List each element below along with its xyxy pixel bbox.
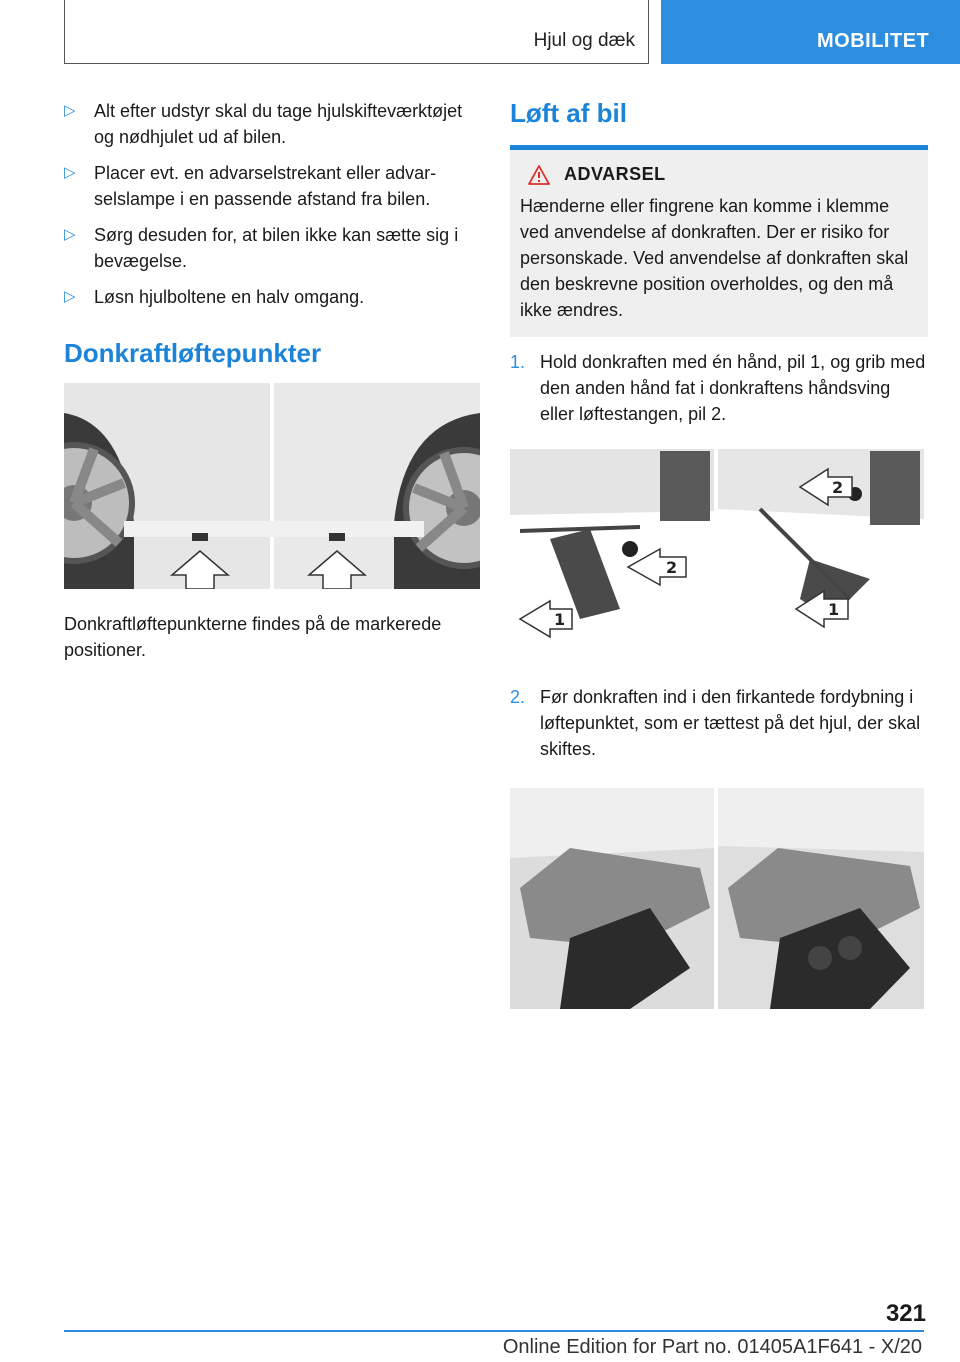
list-item <box>64 222 480 274</box>
arrow-label: 1 <box>554 610 566 629</box>
figure-caption: Donkraftløftepunkterne findes på de markerede positioner. <box>64 614 442 660</box>
list-item <box>64 98 480 150</box>
triangle-bullet-icon: ▷ <box>64 164 76 181</box>
section-heading-lift-car: Løft af bil <box>510 98 627 128</box>
warning-icon <box>528 165 550 185</box>
list-item-text: Alt efter udstyr skal du tage hjulskifteværktøjet og nødhjulet ud af bilen. <box>94 101 463 147</box>
chapter-tab[interactable]: MOBILITET <box>661 0 960 64</box>
jack-insertion-image <box>510 788 924 1009</box>
jack-points-image <box>64 383 480 589</box>
page-number: 321 <box>885 1300 926 1327</box>
warning-title: ADVARSEL <box>564 164 666 184</box>
warning-text: Hænderne eller fingrene kan komme i klemme ved anvendelse af donkraften. Der er risiko for personskade. Ved anvendelse af donkraften skal den beskrevne position overholdes, og den må ikke ændres. <box>520 196 909 320</box>
left-column <box>64 98 480 663</box>
arrow-label: 1 <box>828 600 840 619</box>
warning-title-row <box>528 164 920 185</box>
arrow-label: 2 <box>666 558 678 577</box>
step-item <box>510 684 928 762</box>
jack-illustration <box>510 449 924 642</box>
car-side-illustration <box>64 383 480 589</box>
lift-point-illustration <box>510 788 924 1009</box>
list-item-text: Sørg desuden for, at bilen ikke kan sætte sig i bevægelse. <box>94 225 459 271</box>
list-item-text: Løsn hjulboltene en halv omgang. <box>94 287 365 307</box>
step-item <box>510 349 928 427</box>
step-text: Hold donkraften med én hånd, pil 1, og grib med den anden hånd fat i donkraftens håndsving eller løftestangen, pil 2. <box>540 352 926 424</box>
jack-handling-image <box>510 449 924 642</box>
step-number: 2. <box>510 687 526 707</box>
triangle-bullet-icon: ▷ <box>64 288 76 305</box>
list-item-text: Placer evt. en advarselstrekant eller advarselslampe i en passende afstand fra bilen. <box>94 163 437 209</box>
arrow-label: 2 <box>832 478 844 497</box>
list-item <box>64 284 480 310</box>
edition-footer[interactable]: Online Edition for Part no. 01405A1F641 - X/20 <box>502 1336 922 1358</box>
triangle-bullet-icon: ▷ <box>64 102 76 119</box>
section-title: Hjul og dæk <box>533 30 635 51</box>
step-text: Før donkraften ind i den firkantede fordybning i løftepunktet, som er tættest på det hjul, der skal skiftes. <box>540 687 921 759</box>
warning-box <box>510 150 928 337</box>
step-number: 1. <box>510 352 526 372</box>
section-heading-jack-points: Donkraftløftepunkter <box>64 338 322 368</box>
triangle-bullet-icon: ▷ <box>64 226 76 243</box>
list-item <box>64 160 480 212</box>
right-column <box>510 98 928 1009</box>
footer-rule <box>64 1330 924 1332</box>
